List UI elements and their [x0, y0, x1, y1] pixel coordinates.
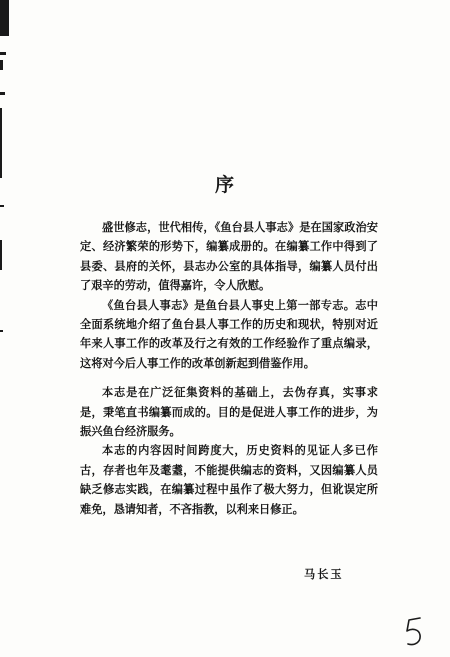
preface-body — [80, 218, 378, 519]
preface-paragraph-4: 本志的内容因时间跨度大，历史资料的见证人多已作古，存者也年及耄耋，不能提供编志的资料，又因编纂人员缺乏修志实践，在编纂过程中虽作了极大努力，但讹误定所难免，恳请知者，不吝指教，以利来日修正。 — [80, 443, 378, 516]
preface-heading: 序 — [214, 174, 235, 196]
handwritten-page-number — [400, 615, 426, 649]
scan-binding-edge — [0, 0, 9, 657]
preface-paragraph-1: 盛世修志，世代相传，《鱼台县人事志》是在国家政治安定、经济繁荣的形势下，编纂成册的。在编纂工作中得到了县委、县府的关怀，县志办公室的具体指导，编纂人员付出了艰辛的劳动，值得嘉许，令人欣慰。 — [80, 220, 378, 293]
preface-paragraph-2: 《鱼台县人事志》是鱼台县人事史上第一部专志。志中全面系统地介绍了鱼台县人事工作的历史和现状，特别对近年来人事工作的改革及行之有效的工作经验作了重点编录，这将对今后人事工作的改革创新起到借鉴作用。 — [80, 297, 378, 370]
preface-paragraph-3: 本志是在广泛征集资料的基础上，去伪存真，实事求是，秉笔直书编纂而成的。目的是促进人事工作的进步，为振兴鱼台经济服务。 — [80, 385, 378, 439]
author-signature: 马长玉 — [304, 567, 344, 581]
